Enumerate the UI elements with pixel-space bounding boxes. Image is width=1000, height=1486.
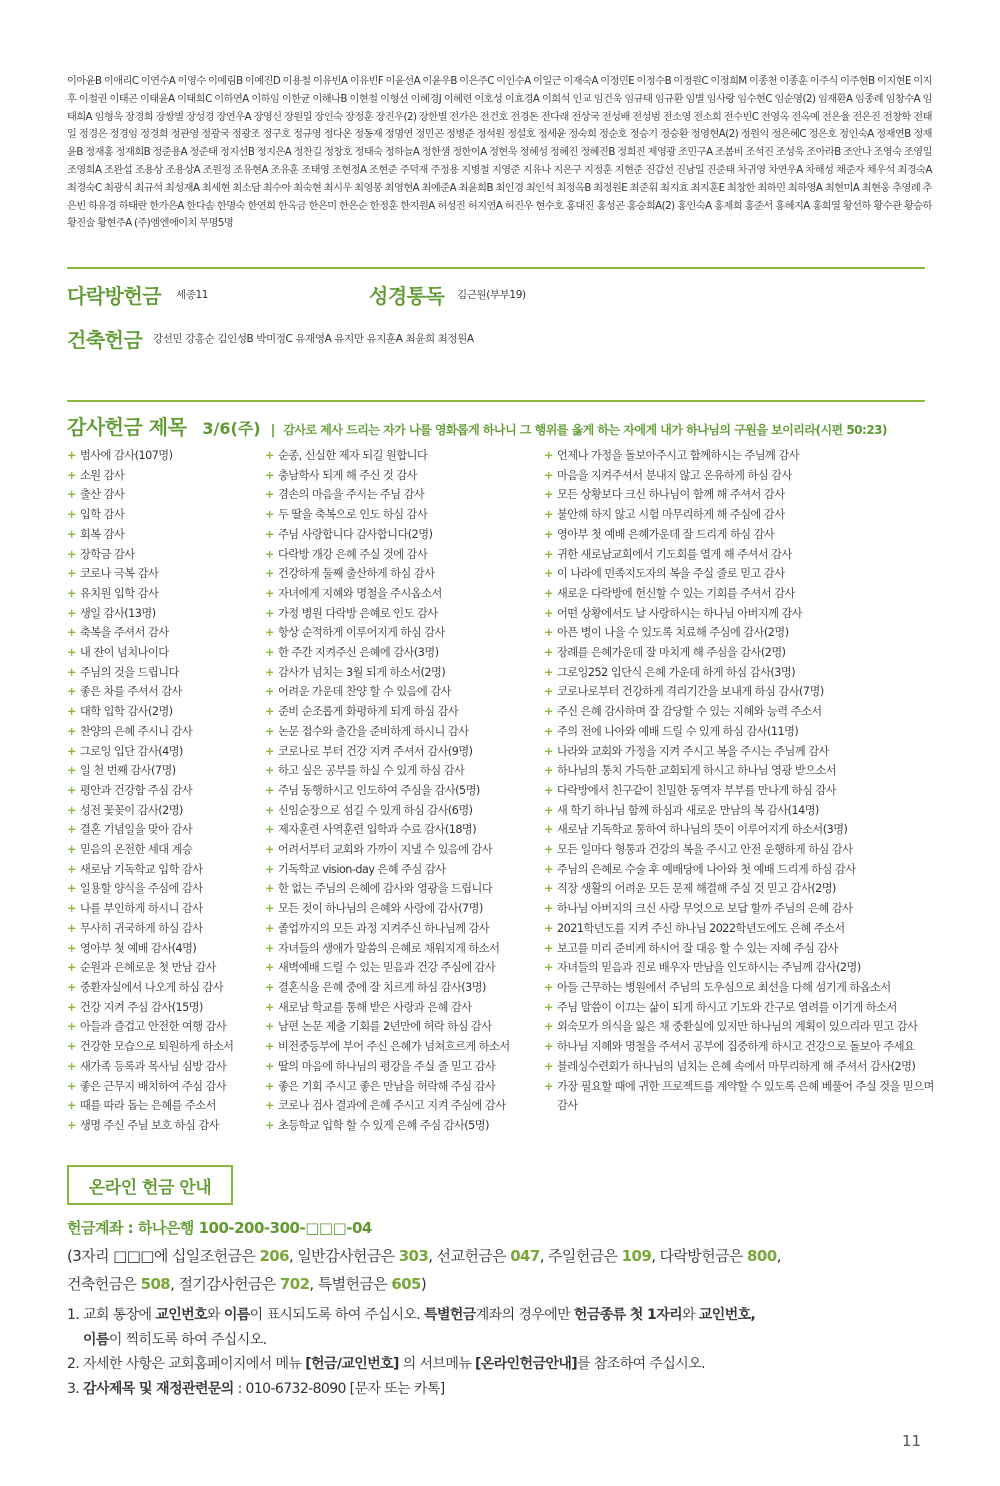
thanks-item: + 건강한 모습으로 퇴원하게 하소서 xyxy=(67,1037,262,1057)
online-offering-title: 온라인 헌금 안내 xyxy=(88,1177,212,1198)
thanks-item: + 아들 근무하는 병원에서 주님의 도우심으로 최선을 다해 섬기게 하옵소서 xyxy=(544,978,939,998)
thanks-item: + 소원 감사 xyxy=(67,466,262,486)
thanks-item: + 이 나라에 민족지도자의 복을 주실 줄로 믿고 감사 xyxy=(544,564,939,584)
thanks-header xyxy=(67,411,887,440)
thanks-item: + 코로나 극복 감사 xyxy=(67,564,262,584)
thanks-item: + 건강하게 둘째 출산하게 하심 감사 xyxy=(265,564,543,584)
thanks-item: + 코로나로 부터 건강 지켜 주셔서 감사(9명) xyxy=(265,742,543,762)
thanks-item: + 내 잔이 넘치나이다 xyxy=(67,643,262,663)
thanks-item: + 성전 꽃꽂이 감사(2명) xyxy=(67,801,262,821)
thanks-item: + 한 없는 주님의 은혜에 감사와 영광을 드립니다 xyxy=(265,879,543,899)
tithe-code: 206 xyxy=(259,1247,289,1265)
thanks-code: 303 xyxy=(398,1247,429,1265)
mission-code: 047 xyxy=(510,1247,540,1265)
online-offering-title-box xyxy=(67,1165,233,1205)
thanks-item: + 중환자실에서 나오게 하심 감사 xyxy=(67,978,262,998)
thanks-item: + 준비 순조롭게 화평하게 되게 하심 감사 xyxy=(265,702,543,722)
thanks-item: + 장례를 은혜가운데 잘 마치게 해 주심을 감사(2명) xyxy=(544,643,939,663)
thanks-item: + 어려운 가운데 찬양 할 수 있음에 감사 xyxy=(265,682,543,702)
thanks-item: + 결혼 기념일을 맞아 감사 xyxy=(67,820,262,840)
offering-notes xyxy=(67,1303,937,1401)
thanks-item: + 귀한 새로남교회에서 기도회를 열게 해 주셔서 감사 xyxy=(544,545,939,565)
thanks-item: + 생명 주신 주님 보호 하심 감사 xyxy=(67,1116,262,1136)
thanks-item: + 새벽예배 드릴 수 있는 믿음과 건강 주심에 감사 xyxy=(265,958,543,978)
thanks-item: + 두 딸을 축복으로 인도 하심 감사 xyxy=(265,505,543,525)
thanks-item: + 겸손의 마음을 주시는 주님 감사 xyxy=(265,485,543,505)
thanks-item: + 입학 감사 xyxy=(67,505,262,525)
thanks-item: + 유치원 입학 감사 xyxy=(67,584,262,604)
thanks-item: + 하나님 아버지의 크신 사랑 무엇으로 보답 할까 주님의 은혜 감사 xyxy=(544,899,939,919)
thanks-item: + 마음을 지켜주셔서 분내지 않고 온유하게 하심 감사 xyxy=(544,466,939,486)
thanks-item: + 결혼식을 은혜 중에 잘 치르게 하심 감사(3명) xyxy=(265,978,543,998)
thanks-item: + 믿음의 온전한 세대 계승 xyxy=(67,840,262,860)
thanks-item: + 모든 상황보다 크신 하나님이 함께 해 주셔서 감사 xyxy=(544,485,939,505)
thanks-item: + 새로남 기독학교 입학 감사 xyxy=(67,860,262,880)
thanks-item: + 주님 사랑합니다 감사합니다(2명) xyxy=(265,525,543,545)
thanks-item: + 딸의 마음에 하나님의 평강을 주실 줄 믿고 감사 xyxy=(265,1057,543,1077)
bible-reading-title: 성경통독 xyxy=(369,284,445,308)
thanks-item: + 코로나 검사 결과에 은혜 주시고 지켜 주심에 감사 xyxy=(265,1096,543,1116)
thanks-item: + 좋은 근무지 배치하여 주심 감사 xyxy=(67,1077,262,1097)
thanks-item: + 모든 일마다 형통과 건강의 복을 주시고 안전 운행하게 하심 감사 xyxy=(544,840,939,860)
thanks-item: + 항상 순적하게 이루어지게 하심 감사 xyxy=(265,623,543,643)
thanks-item: + 아들과 즐겁고 안전한 여행 감사 xyxy=(67,1017,262,1037)
thanks-item: + 주신 은혜 감사하며 잘 감당할 수 있는 지혜와 능력 주소서 xyxy=(544,702,939,722)
note-1: 1. 교회 통장에 교인번호와 이름이 표시되도록 하여 주십시오. 특별헌금계좌의 경우에만 헌금종류 첫 1자리와 교인번호, xyxy=(67,1307,756,1323)
thanks-item: + 보고를 미리 준비케 하시어 잘 대응 할 수 있는 지혜 주심 감사 xyxy=(544,939,939,959)
thanks-title: 감사헌금 제목 xyxy=(67,415,187,439)
thanks-item: + 찬양의 은혜 주시니 감사 xyxy=(67,722,262,742)
thanks-item: + 주의 전에 나아와 예배 드릴 수 있게 하심 감사(11명) xyxy=(544,722,939,742)
thanks-item: + 일 천 번째 감사(7명) xyxy=(67,761,262,781)
thanks-item: + 불안해 하지 않고 시험 마무리하게 해 주심에 감사 xyxy=(544,505,939,525)
offering-codes: (3자리 □□□에 십일조헌금은 206, 일반감사헌금은 303, 선교헌금은 047, 주일헌금은 109, 다락방헌금은 800, 건축헌금은 508, 절기감사헌금은 702, 특별헌금은 605) xyxy=(67,1247,781,1293)
thanks-item: + 장학금 감사 xyxy=(67,545,262,565)
thanks-item: + 한 주간 지켜주신 은혜에 감사(3명) xyxy=(265,643,543,663)
thanks-item: + 순종, 신실한 제자 되길 원합니다 xyxy=(265,446,543,466)
thanks-item: + 주님의 은혜로 수술 후 예배당에 나아와 첫 예배 드리게 하심 감사 xyxy=(544,860,939,880)
thanks-item: + 비전중등부에 부어 주신 은혜가 넘쳐흐르게 하소서 xyxy=(265,1037,543,1057)
thanks-item: + 자녀에게 지혜와 명철을 주시옵소서 xyxy=(265,584,543,604)
thanks-item: + 대학 입학 감사(2명) xyxy=(67,702,262,722)
thanks-item: + 평안과 건강함 주심 감사 xyxy=(67,781,262,801)
thanks-item: + 어떤 상황에서도 날 사랑하시는 하나님 아버지께 감사 xyxy=(544,604,939,624)
thanks-item: + 다락방에서 친구같이 친밀한 동역자 부부를 만나게 하심 감사 xyxy=(544,781,939,801)
bible-reading-names: 김근원(부부19) xyxy=(457,289,526,301)
thanks-item: + 새로남 학교를 통해 받은 사랑과 은혜 감사 xyxy=(265,998,543,1018)
thanks-item: + 영아부 첫 예배 은혜가운데 잘 드리게 하심 감사 xyxy=(544,525,939,545)
thanks-item: + 자녀들의 생애가 말씀의 은혜로 채워지게 하소서 xyxy=(265,939,543,959)
thanks-item: + 때를 따라 돕는 은혜를 주소서 xyxy=(67,1096,262,1116)
thanks-item: + 나를 부인하게 하시니 감사 xyxy=(67,899,262,919)
thanks-item: + 건강 지켜 주심 감사(15명) xyxy=(67,998,262,1018)
account-number: 헌금계좌 : 하나은행 100-200-300-□□□-04 xyxy=(67,1219,372,1237)
thanks-item: + 코로나로부터 건강하게 격리기간을 보내게 하심 감사(7명) xyxy=(544,682,939,702)
thanks-item: + 새로남 기독학교 통하여 하나님의 뜻이 이루어지게 하소서(3명) xyxy=(544,820,939,840)
thanks-item: + 제자훈련 사역훈련 입학과 수료 감사(18명) xyxy=(265,820,543,840)
thanks-item: + 생일 감사(13명) xyxy=(67,604,262,624)
special-code: 605 xyxy=(391,1275,421,1293)
thanks-date: 3/6(주) xyxy=(202,419,261,438)
sunday-code: 109 xyxy=(621,1247,652,1265)
darakbang-code: 800 xyxy=(747,1247,777,1265)
thanks-item: + 초등학교 입학 할 수 있게 은혜 주심 감사(5명) xyxy=(265,1116,543,1136)
thanks-item: + 좋은 기회 주시고 좋은 만남을 허락해 주심 감사 xyxy=(265,1077,543,1097)
thanks-item: + 자녀들의 믿음과 진로 배우자 만남을 인도하시는 주님께 감사(2명) xyxy=(544,958,939,978)
thanks-item: + 주님의 것을 드립니다 xyxy=(67,663,262,683)
thanks-column-2 xyxy=(265,446,543,1136)
thanks-item: + 가장 필요할 때에 귀한 프로젝트를 계약할 수 있도록 은혜 베풀어 주실 것을 믿으며 감사 xyxy=(544,1077,939,1116)
thanks-item: + 감사가 넘치는 3월 되게 하소서(2명) xyxy=(265,663,543,683)
thanks-item: + 블레싱수련회가 하나님의 넘치는 은혜 속에서 마무리하게 해 주셔서 감사(2명) xyxy=(544,1057,939,1077)
thanks-item: + 일용할 양식을 주심에 감사 xyxy=(67,879,262,899)
thanks-item: + 그로잉252 입단식 은혜 가운데 하게 하심 감사(3명) xyxy=(544,663,939,683)
darakbang-names: 세종11 xyxy=(176,289,209,301)
thanks-item: + 기독학교 vision-day 은혜 주심 감사 xyxy=(265,860,543,880)
thanks-item: + 새 학기 하나님 함께 하심과 새로운 만남의 복 감사(14명) xyxy=(544,801,939,821)
season-code: 702 xyxy=(279,1275,310,1293)
thanks-item: + 아픈 병이 나을 수 있도록 치료해 주심에 감사(2명) xyxy=(544,623,939,643)
thanks-item: + 하나님 지혜와 명철을 주셔서 공부에 집중하게 하시고 건강으로 돌보아 주세요 xyxy=(544,1037,939,1057)
thanks-item: + 2021학년도를 지켜 주신 하나님 2022학년도에도 은혜 주소서 xyxy=(544,919,939,939)
thanks-item: + 영아부 첫 예배 감사(4명) xyxy=(67,939,262,959)
thanks-item: + 가정 병원 다락방 은혜로 인도 감사 xyxy=(265,604,543,624)
thanks-item: + 남편 논문 제출 기회를 2년만에 허락 하심 감사 xyxy=(265,1017,543,1037)
thanks-item: + 무사히 귀국하게 하심 감사 xyxy=(67,919,262,939)
thanks-item: + 좋은 차를 주셔서 감사 xyxy=(67,682,262,702)
donor-names-list: 이아윤B 이애리C 이연수A 이영수 이예림B 이예진D 이용철 이유빈A 이유빈F 이윤선A 이윤우B 이은주C 이인수A 이일근 이재숙A 이정민E 이정수B 이정원C 이정희M 이종천 이종훈 이주식 이주현B 이지현E 이지후 이철권 이태곤 이태윤A 이태희C 이하연A 이하임 이한균 이해나B 이현철 이형선 이혜경J 이혜련 이호성 이효경A 이희석 인교 임건욱 임규태 임규환 임별 임사랑 임수현C 임순영(2) 임재환A 임종례 임창수A 임태희A 임형욱 장경희 장쌍별 장성경 장연우A 장영신 장원일 장인숙 장정훈 장진우(2) 장한별 전가은 전건호 전경돈 전다래 전상국 전성배 전성범 전소영 전소희 전수빈C 전영옥 전옥예 전은율 전은진 전창학 전태일 정경은 정경임 정경희 정관영 정광국 정광조 정구호 정규영 정다온 정동재 정명연 정민곤 정병준 정석원 정설호 정세윤 정숙희 정순호 정승기 정승환 정영현A(2) 정원익 정은혜C 정은호 정인숙A 정재연B 정재윤B 정재홍 정재희B 정준용A 정준태 정지선B 정지은A 정찬길 정창호 정태숙 정하늘A 정한샘 정한이A 정현욱 정혜성 정혜진 정혜진B 정희진 제영광 조민구A 조봄비 조석진 조성욱 조아라B 조안나 조영숙 조영일 조영희A 조완섭 조용상 조용상A 조원정 조유현A 조유훈 조태영 조현정A 조현준 주덕재 주정용 지병철 지영준 지유나 지은구 지정훈 지현준 진갑선 진남일 진준태 차귀영 차연우A 차해성 채준자 채우석 최경숙A 최경숙C 최광식 최규석 최성재A 최세현 최소담 최수아 최숙현 최시우 최영봉 최영현A 최예준A 최윤희B 최인경 최인석 최정옥B 최정원E 최준휘 최지효 최지훈E 최창한 최하민 최하영A 최현미A 최현웅 추영례 추은빈 하유경 하태란 한가은A 한다솜 한명숙 한연희 한옥금 한은미 한은순 한정훈 한지원A 허성진 허지연A 허진우 현수호 홍대진 홍성곤 홍승희A(2) 홍인숙A 홍제희 홍준서 홍혜지A 홍희열 황선하 황수관 황승하 황진술 황현주A (주)엠엔에이치 무명5명 xyxy=(67,76,932,230)
thanks-separator: | xyxy=(270,423,276,438)
thanks-item: + 나라와 교회와 가정을 지켜 주시고 복을 주시는 주님께 감사 xyxy=(544,742,939,762)
thanks-item: + 졸업까지의 모든 과정 지켜주신 하나님께 감사 xyxy=(265,919,543,939)
section-divider xyxy=(67,400,925,402)
thanks-item: + 새로운 다락방에 헌신할 수 있는 기회를 주셔서 감사 xyxy=(544,584,939,604)
thanks-item: + 순원과 은혜로운 첫 만남 감사 xyxy=(67,958,262,978)
note-2: 2. 자세한 사항은 교회홈페이지에서 메뉴 [헌금/교인번호] 의 서브메뉴 [온라인헌금안내]를 참조하여 주십시오. xyxy=(67,1356,705,1372)
thanks-item: + 신임순장으로 섬길 수 있게 하심 감사(6명) xyxy=(265,801,543,821)
thanks-verse: 감사로 제사 드리는 자가 나를 영화롭게 하나니 그 행위를 옳게 하는 자에게 내가 하나님의 구원을 보이리라(시편 50:23) xyxy=(283,423,887,437)
thanks-item: + 다락방 개강 은혜 주실 것에 감사 xyxy=(265,545,543,565)
thanks-item: + 논문 접수와 출간을 준비하게 하시니 감사 xyxy=(265,722,543,742)
thanks-item: + 외숙모가 의식을 잃은 채 중환실에 있지만 하나님의 계획이 있으리라 믿고 감사 xyxy=(544,1017,939,1037)
thanks-item: + 충남학사 되게 해 주신 것 감사 xyxy=(265,466,543,486)
thanks-item: + 하나님의 통치 가득한 교회되게 하시고 하나님 영광 받으소서 xyxy=(544,761,939,781)
thanks-item: + 하고 싶은 공부를 하실 수 있게 하심 감사 xyxy=(265,761,543,781)
thanks-item: + 회복 감사 xyxy=(67,525,262,545)
thanks-column-1 xyxy=(67,446,262,1136)
thanks-item: + 모든 것이 하나님의 은혜와 사랑에 감사(7명) xyxy=(265,899,543,919)
thanks-item: + 그로잉 입단 감사(4명) xyxy=(67,742,262,762)
building-title: 건축헌금 xyxy=(67,328,143,352)
section-divider xyxy=(67,267,925,269)
thanks-item: + 어려서부터 교회와 가까이 지낼 수 있음에 감사 xyxy=(265,840,543,860)
thanks-item: + 범사에 감사(107명) xyxy=(67,446,262,466)
thanks-item: + 주님 말씀이 이끄는 삶이 되게 하시고 기도와 간구로 염려를 이기게 하소서 xyxy=(544,998,939,1018)
note-1-cont: 이름이 찍히도록 하여 주십시오. xyxy=(83,1331,267,1348)
building-names: 강선민 강홍순 김인성B 박미정C 유재영A 유지만 유지훈A 최윤희 최정원A xyxy=(153,333,474,345)
thanks-item: + 출산 감사 xyxy=(67,485,262,505)
page-number: 11 xyxy=(902,1432,922,1450)
building-code: 508 xyxy=(140,1275,171,1293)
thanks-item: + 언제나 가정을 돌보아주시고 함께하시는 주님께 감사 xyxy=(544,446,939,466)
thanks-item: + 주님 동행하시고 인도하여 주심을 감사(5명) xyxy=(265,781,543,801)
thanks-column-3 xyxy=(544,446,939,1116)
thanks-item: + 축복을 주셔서 감사 xyxy=(67,623,262,643)
thanks-item: + 직장 생활의 어려운 모든 문제 해결해 주실 것 믿고 감사(2명) xyxy=(544,879,939,899)
thanks-item: + 새가족 등록과 목사님 심방 감사 xyxy=(67,1057,262,1077)
note-3: 3. 감사제목 및 재정관련문의 : 010-6732-8090 [문자 또는 카톡] xyxy=(67,1380,445,1397)
darakbang-title: 다락방헌금 xyxy=(67,284,162,308)
